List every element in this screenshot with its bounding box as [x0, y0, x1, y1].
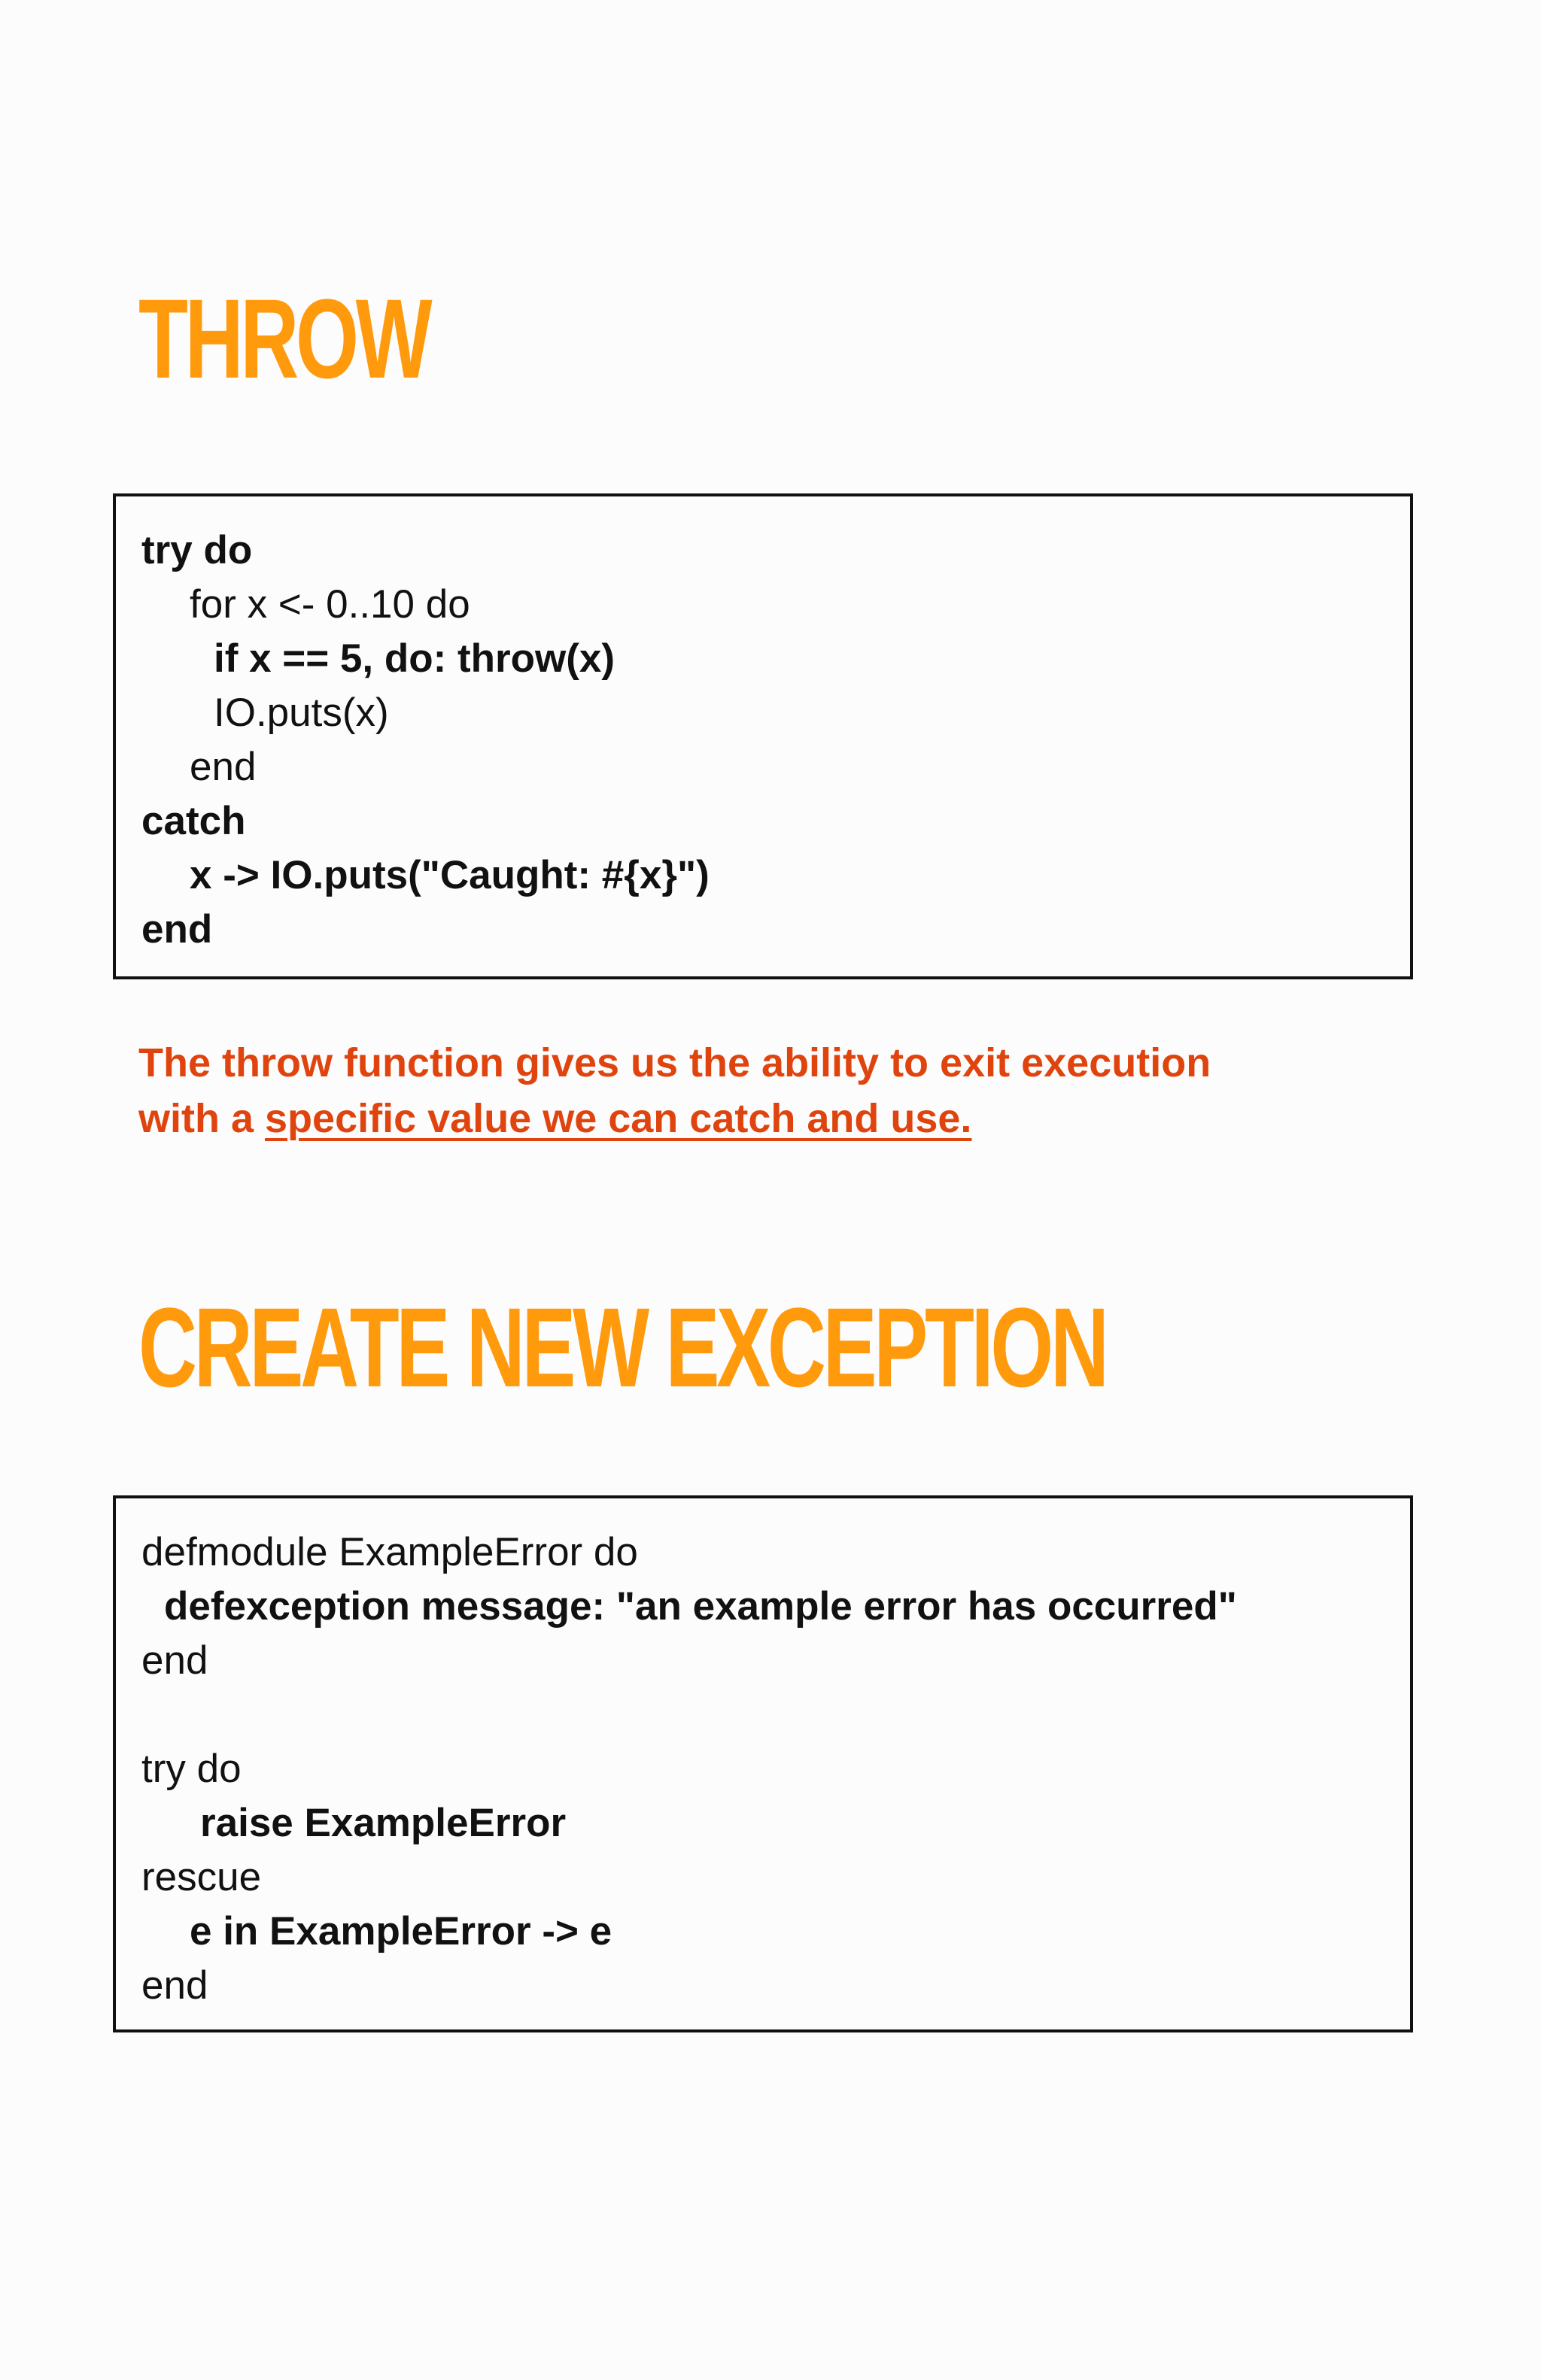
code-line: end [141, 1638, 208, 1683]
code-line: for x <- 0..10 do [190, 582, 470, 627]
code-line: e in ExampleError -> e [190, 1909, 612, 1953]
explanation-line-2-plain: with a [138, 1096, 266, 1141]
code-line: IO.puts(x) [214, 691, 389, 735]
explanation-line-2-underlined: specific value we can catch and use. [265, 1096, 972, 1141]
section-title-create-new-exception: CREATE NEW EXCEPTION [138, 1284, 1106, 1410]
throw-explanation [138, 1035, 1418, 1146]
code-line: if x == 5, do: throw(x) [214, 636, 615, 681]
code-line: catch [141, 799, 246, 843]
section-title-throw: THROW [138, 275, 430, 402]
code-line: raise ExampleError [200, 1801, 567, 1845]
code-block-exception [113, 1495, 1413, 2032]
code-line: try do [141, 528, 253, 572]
code-line: end [141, 1963, 208, 2008]
code-line: defmodule ExampleError do [141, 1530, 638, 1574]
code-line: end [141, 907, 213, 952]
code-line: end [190, 745, 257, 789]
code-line-blank [141, 1688, 1384, 1742]
code-line: defexception message: "an example error has occurred" [164, 1584, 1237, 1629]
explanation-line-1: The throw function gives us the ability to exit execution [138, 1040, 1211, 1085]
code-line: rescue [141, 1855, 262, 1899]
code-line: x -> IO.puts("Caught: #{x}") [190, 853, 710, 897]
code-line: try do [141, 1747, 242, 1791]
code-block-throw [113, 493, 1413, 979]
